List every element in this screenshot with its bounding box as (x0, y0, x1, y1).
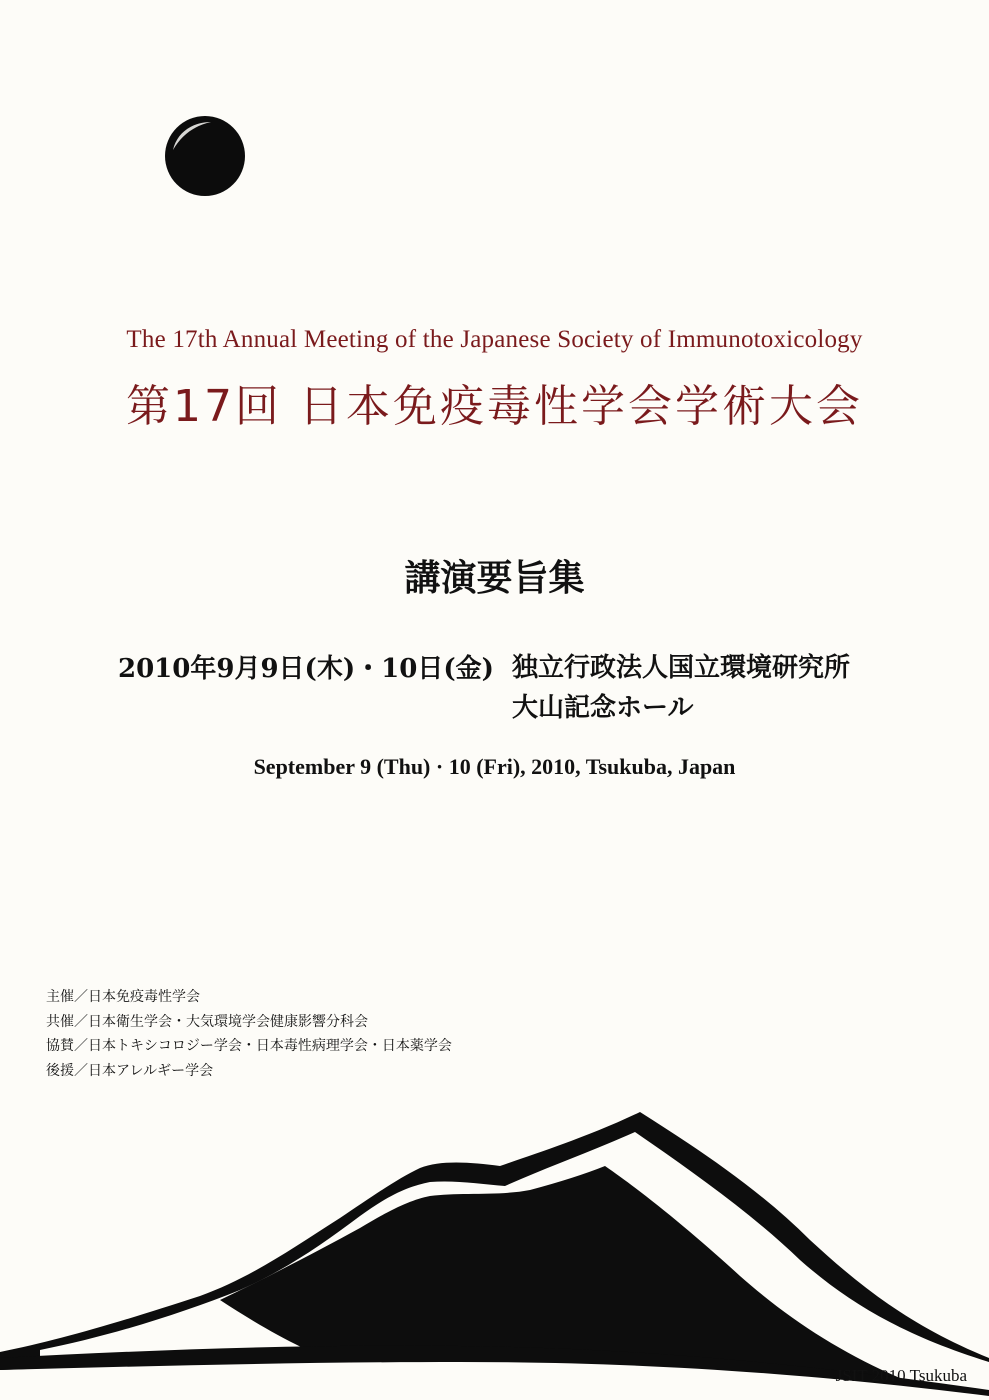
credit-organizer: 主催／日本免疫毒性学会 (46, 989, 200, 1005)
date-japanese: 2010年9月9日(木)・10日(金) (118, 654, 494, 684)
venue-line-2: 大山記念ホール (512, 693, 694, 723)
mountain-illustration (0, 1100, 989, 1400)
credit-cohost: 共催／日本衛生学会・大気環境学会健康影響分科会 (46, 1013, 368, 1030)
footer-label: JSIT 2010 Tsukuba (835, 1366, 967, 1385)
venue-line-1: 独立行政法人国立環境研究所 (512, 653, 851, 683)
credit-support: 後援／日本アレルギー学会 (46, 1062, 214, 1079)
credit-sponsor: 協賛／日本トキシコロジー学会・日本毒性病理学会・日本薬学会 (46, 1038, 452, 1054)
title-japanese: 第17回 日本免疫毒性学会学術大会 (126, 381, 863, 432)
title-english: The 17th Annual Meeting of the Japanese Society of Immunotoxicology (126, 326, 863, 353)
date-english: September 9 (Thu) · 10 (Fri), 2010, Tsukuba, Japan (253, 754, 736, 779)
subtitle: 講演要旨集 (404, 557, 585, 599)
moon-icon (163, 114, 247, 198)
credits-list (46, 985, 452, 1083)
venue (512, 648, 850, 728)
